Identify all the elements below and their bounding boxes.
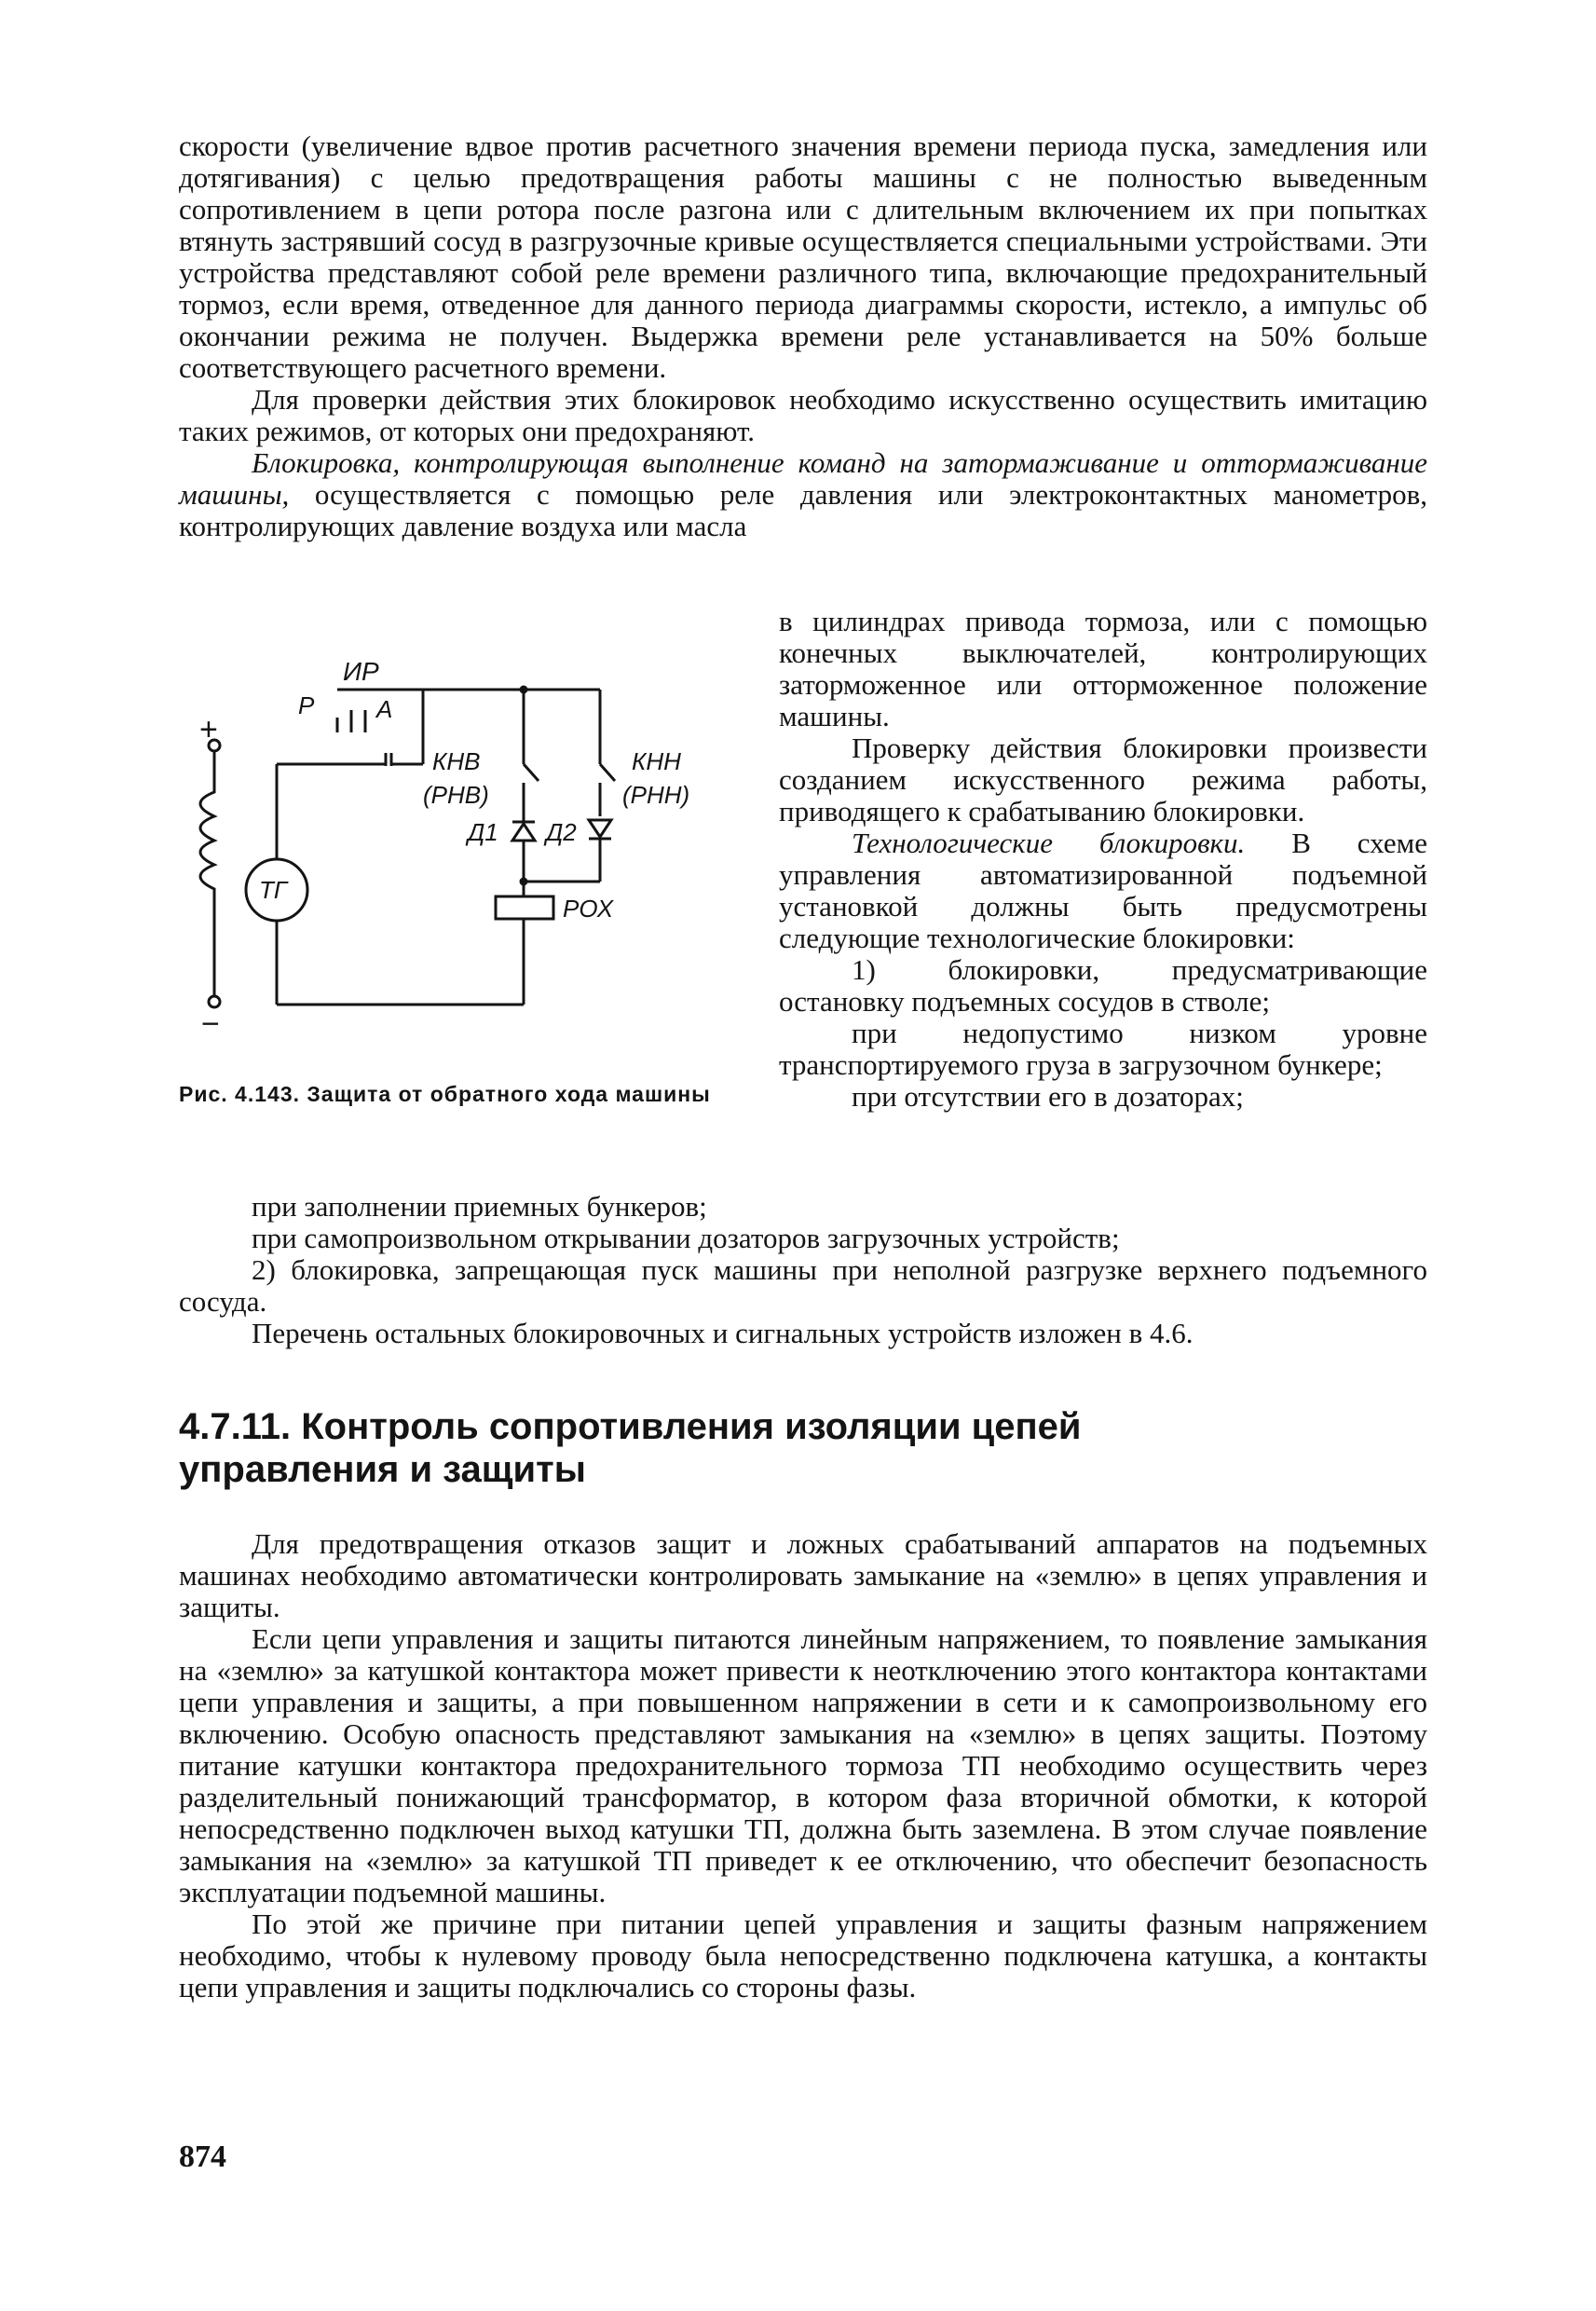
paragraph-3-rest: осуществляется с помощью реле давления или электроконтактных манометров, контролирующих давление воздуха или масла	[179, 478, 1427, 542]
figure-caption: Рис. 4.143. Защита от обратного хода машины	[179, 1082, 711, 1106]
d1-label: Д1	[468, 818, 498, 846]
section-heading: 4.7.11. Контроль сопротивления изоляции цепей управления и защиты	[179, 1406, 1082, 1490]
knn-label: КНН	[632, 747, 681, 775]
paragraph-8: Для предотвращения отказов защит и ложных срабатываний аппаратов на подъемных машинах необходимо автоматически контролировать замыкание на «землю» в цепях управления и защиты.	[179, 1527, 1427, 1623]
wrap-paragraph-5: при недопустимо низком уровне транспортируемого груза в загрузочном бункере;	[779, 1017, 1427, 1081]
wrap-paragraph-3	[779, 827, 1427, 954]
rox-label: РОХ	[563, 895, 614, 923]
paragraph-6: 2) блокировка, запрещающая пуск машины при неполной разгрузке верхнего подъемного сосуда.	[179, 1253, 1427, 1318]
paragraph-7: Перечень остальных блокировочных и сигнальных устройств изложен в 4.6.	[252, 1317, 1194, 1349]
wrap-paragraph-1: в цилиндрах привода тормоза, или с помощью конечных выключателей, контролирующих заторможенное или отторможенное положение машины.	[779, 605, 1427, 732]
minus-label: −	[201, 1006, 220, 1042]
plus-label: +	[199, 712, 218, 747]
wrap-paragraph-4: 1) блокировки, предусматривающие остановку подъемных сосудов в стволе;	[779, 953, 1427, 1018]
wrap-paragraph-3-italic: Технологические блокировки.	[852, 827, 1246, 859]
page-number: 874	[179, 2140, 226, 2174]
wrap-paragraph-2: Проверку действия блокировки произвести созданием искусственного режима работы, приводящего к срабатыванию блокировки.	[779, 732, 1427, 827]
rnv-label: (РНВ)	[423, 781, 489, 809]
body-text-top	[179, 130, 1427, 542]
a-label: А	[376, 695, 393, 723]
d2-label: Д2	[546, 818, 577, 846]
paragraph-10: По этой же причине при питании цепей управления и защиты фазным напряжением необходимо, чтобы к нулевому проводу была непосредственно подключена катушка, а контакты цепи управления и защиты подключались со стороны фазы.	[179, 1908, 1427, 2003]
paragraph-5: при самопроизвольном открывании дозаторов загрузочных устройств;	[252, 1222, 1120, 1254]
rnn-label: (РНН)	[622, 781, 690, 809]
paragraph-1: скорости (увеличение вдвое против расчетного значения времени периода пуска, замедления или дотягивания) с целью предотвращения работы машины с не полностью выведенным сопротивлением в цепи ротора после разгона или с длительным включением их при попытках втянуть застрявший сосуд в разгрузочные кривые осуществляется специальными устройствами. Эти устройства представляют собой реле времени различного типа, включающие предохранительный тормоз, если время, отведенное для данного периода диаграммы скорости, истекло, а импульс об окончании режима не получен. Выдержка времени реле устанавливается на 50% больше соответствующего расчетного времени.	[179, 130, 1427, 384]
p-label: Р	[298, 691, 315, 719]
paragraph-2: Для проверки действия этих блокировок необходимо искусственно осуществить имитацию таких режимов, от которых они предохраняют.	[179, 383, 1427, 447]
wrapped-text-column	[779, 606, 1427, 1113]
ir-label: ИР	[343, 657, 379, 686]
paragraph-9: Если цепи управления и защиты питаются линейным напряжением, то появление замыкания на «землю» за катушкой контактора может привести к неотключению этого контактора контактами цепи управления и защиты, а при повышенном напряжении в сети и к самопроизвольному его включению. Особую опасность представляют замыкания на «землю» в цепях защиты. Поэтому питание катушки контактора предохранительного тормоза ТП необходимо осуществить через разделительный понижающий трансформатор, в котором фаза вторичной обмотки, к которой непосредственно подключен выход катушки ТП, должна быть заземлена. В этом случае появление замыкания на «землю» за катушкой ТП приведет к ее отключению, что обеспечит безопасность эксплуатации подъемной машины.	[179, 1622, 1427, 1908]
knv-label: КНВ	[432, 747, 481, 775]
circuit-figure	[179, 643, 757, 1053]
paragraph-4: при заполнении приемных бункеров;	[252, 1190, 707, 1223]
tg-label: ТГ	[259, 876, 288, 904]
body-text-middle	[179, 1191, 1427, 1349]
paragraph-3	[179, 447, 1427, 542]
wrap-paragraph-3-rest: В схеме управления автоматизированной подъемной установкой должны быть предусмотрены следующие технологические блокировки:	[779, 827, 1427, 954]
wrap-paragraph-6: при отсутствии его в дозаторах;	[852, 1080, 1244, 1113]
body-text-bottom	[179, 1528, 1427, 2003]
paragraph-3-italic: Блокировка, контролирующая выполнение команд на затормаживание и оттормаживание машины,	[179, 446, 1427, 511]
